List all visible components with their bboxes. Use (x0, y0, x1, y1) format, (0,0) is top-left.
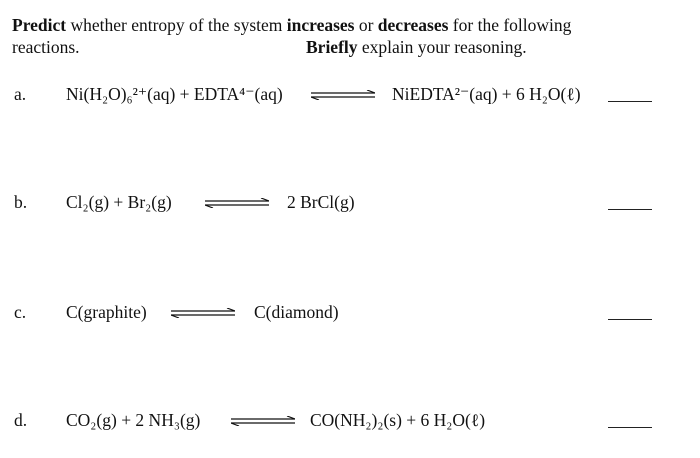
reaction-products: C(diamond) (254, 302, 339, 322)
reaction-reactants: CO₂(g) + 2 NH₃(g) (66, 410, 201, 430)
answer-blank[interactable] (608, 101, 652, 102)
instruction-text-2: for the following (448, 15, 572, 35)
reaction-c (0, 302, 700, 328)
reaction-products: CO(NH₂)₂(s) + 6 H₂O(ℓ) (310, 410, 486, 430)
instructions (12, 14, 652, 58)
increases-word: increases (286, 15, 355, 35)
explain-instruction (306, 36, 527, 58)
reaction-b (0, 192, 700, 218)
reactions-word: reactions. (12, 37, 80, 57)
reaction-products: 2 BrCl(g) (287, 192, 355, 212)
explain-text: explain your reasoning. (357, 37, 527, 57)
reaction-letter: c. (14, 302, 27, 322)
instruction-text-1: whether entropy of the system (66, 15, 287, 35)
reaction-a (0, 84, 700, 110)
reaction-letter: a. (14, 84, 27, 104)
reaction-products: NiEDTA²⁻(aq) + 6 H₂O(ℓ) (392, 84, 581, 104)
or-word: or (354, 15, 378, 35)
instructions-line-1 (12, 14, 652, 36)
briefly-word: Briefly (306, 37, 358, 57)
predict-word: Predict (12, 15, 67, 35)
reaction-letter: b. (14, 192, 28, 212)
answer-blank[interactable] (608, 427, 652, 428)
answer-blank[interactable] (608, 319, 652, 320)
reaction-reactants: Ni(H₂O)₆²⁺(aq) + EDTA⁴⁻(aq) (66, 84, 283, 104)
reaction-reactants: C(graphite) (66, 302, 147, 322)
reaction-d (0, 410, 700, 436)
equilibrium-arrows-icon (231, 416, 295, 426)
reaction-reactants: Cl₂(g) + Br₂(g) (66, 192, 172, 212)
reaction-letter: d. (14, 410, 28, 430)
equilibrium-arrows-icon (171, 308, 235, 318)
decreases-word: decreases (377, 15, 449, 35)
equilibrium-arrows-icon (311, 90, 375, 100)
instructions-line-2 (12, 36, 652, 58)
answer-blank[interactable] (608, 209, 652, 210)
equilibrium-arrows-icon (205, 198, 269, 208)
